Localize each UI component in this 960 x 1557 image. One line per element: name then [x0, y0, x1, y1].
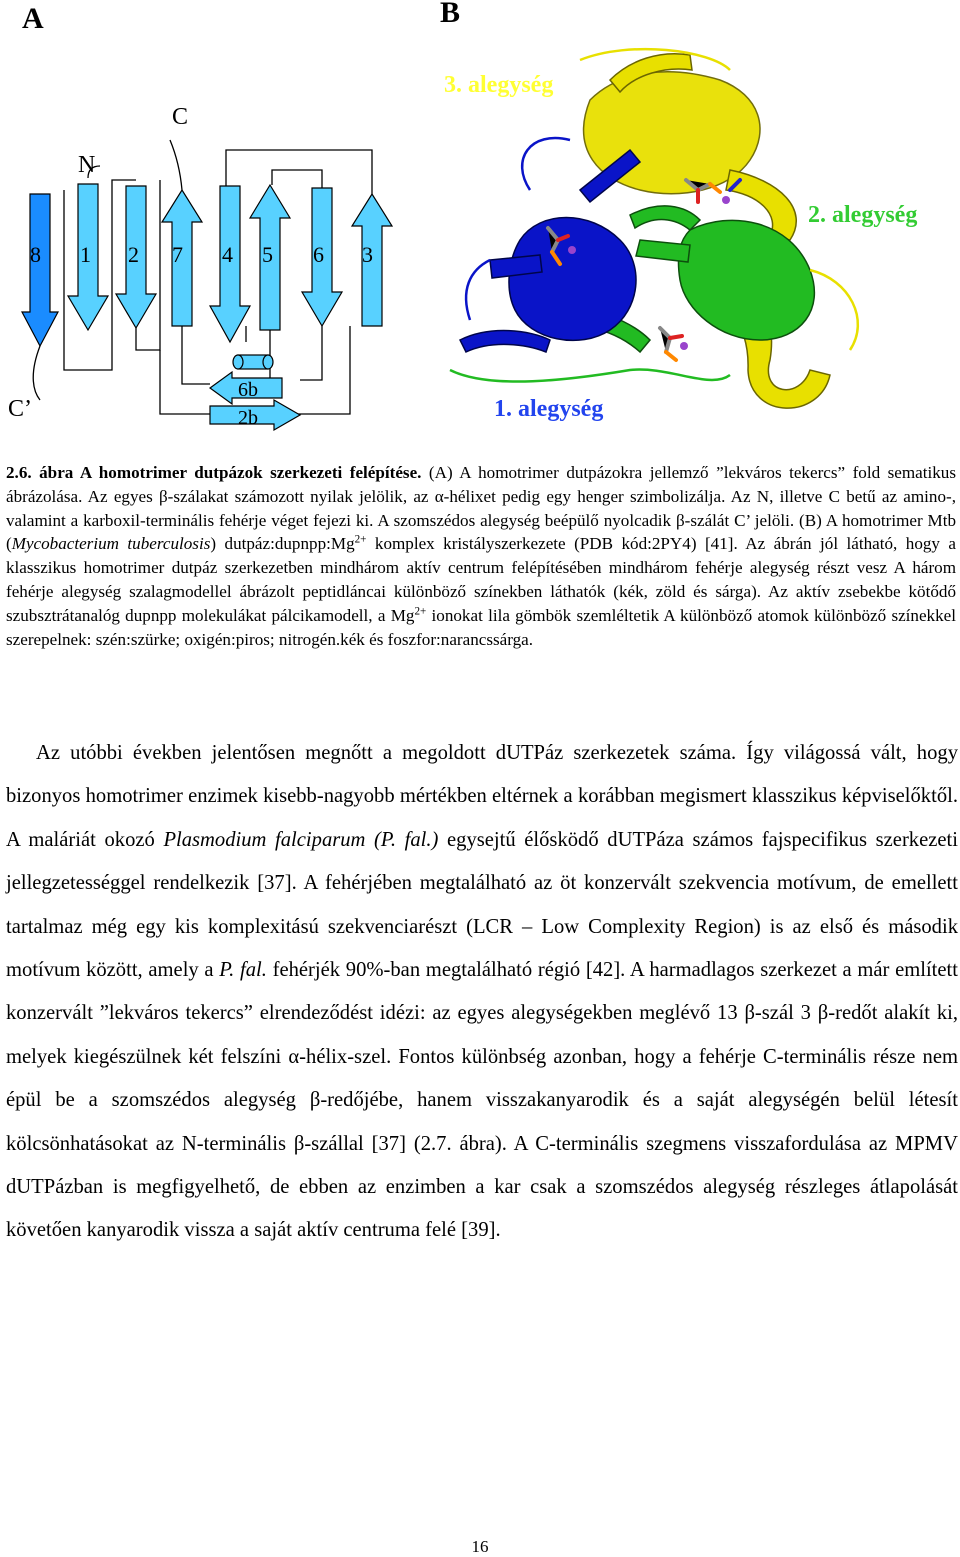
strand-3-label: 3: [362, 242, 373, 267]
strand-8-arrow: [22, 194, 58, 346]
caption-part-2: ) dutpáz:dupnpp:Mg: [210, 534, 355, 554]
caption-mg-charge: 2+: [354, 533, 367, 546]
topology-diagram: [0, 0, 420, 440]
n-terminus-label: N: [78, 152, 96, 178]
figure-caption: [6, 461, 956, 651]
caption-part-4: ionokat lila gömbök szemléltetik A különböző atomok különböző színekkel szerepelnek: szén:szürke; oxigén:piros; nitrogén.kék és foszfor:narancssárga.: [6, 605, 956, 649]
subunit-2-label: 2. alegység: [808, 202, 918, 228]
protein-structure-image: [430, 40, 950, 440]
strand-4-label: 4: [222, 242, 233, 267]
strand-5-label: 5: [262, 242, 273, 267]
c-prime-label: C’: [8, 396, 32, 422]
helix-cylinder: [233, 355, 273, 369]
page-number: 16: [471, 1537, 489, 1556]
body-text-1: Az utóbbi években jelentősen megnőtt a megoldott dUTPáz szerkezetek száma. Így világossá vált, hogy bizonyos homotrimer enzimek kisebb-nagyobb mértékben eltérnek a korábban megismert klasszikus képviselőktől. A maláriát okozó: [6, 742, 958, 851]
panel-a-label: A: [22, 2, 44, 35]
subunit-3-label: 3. alegység: [444, 72, 554, 98]
strand-6-label: 6: [313, 242, 324, 267]
subunit-1-ribbon: [460, 150, 640, 352]
strand-8-label: 8: [30, 242, 41, 267]
body-text-3: fehérjék 90%-ban megtalálható régió [42]. A harmadlagos szerkezet a már említett konzervált ”lekváros tekercs” elrendeződést idézi: az egyes alegységekben meglévő 13 β-szál 3 β-redőt alakít ki, melyek kiegészülnek két felszíni α-hélix-szel. Fontos különbség azonban, hogy a fehérje C-terminális része nem épül be a szomszédos alegység β-redőjébe, hanem visszakanyarodik és a saját alegységén belül létesít kölcsönhatásokat az N-terminális β-szállal [37] (2.7. ábra). A C-terminális szegmens visszafordulása az MPMV dUTPázban is megfigyelhető, de ebben az enzimben a kar csak a szomszédos alegység részleges átlapolását követően kanyarodik vissza a saját aktív centruma felé [39].: [6, 959, 958, 1242]
body-text-2: egysejtű élősködő dUTPáza számos fajspecifikus szerkezeti jellegzetességgel rendelkezik [37]. A fehérjében megtalálható az öt konzervált szekvencia motívum, de emellett tartalmaz még egy kis komplexitású szekvenciarészt (LCR – Low Complexity Region) is az első és második motívum között, amely a: [6, 828, 958, 982]
body-species-short: P. fal.: [219, 959, 267, 982]
strand-2b-label: 2b: [238, 407, 258, 429]
c-terminus-label: C: [172, 104, 189, 130]
body-paragraph: [6, 732, 958, 1253]
subunit-1-label: 1. alegység: [494, 396, 604, 422]
body-species: Plasmodium falciparum (P. fal.): [163, 828, 439, 851]
strand-2-label: 2: [128, 242, 139, 267]
caption-fig-label: 2.6. ábra A homotrimer dutpázok szerkezeti felépítése.: [6, 463, 422, 482]
caption-part-3: komplex kristályszerkezete (PDB kód:2PY4) [41]. Az ábrán jól látható, hogy a klasszikus homotrimer dutpáz szerkezetben mindhárom aktív centrum felépítésében mindhárom fehérje alegység részt vesz A három fehérje alegység szalagmodellel ábrázolt peptidláncai különböző színekben láthatók (kék, zöld és sárga). Az aktív zsebekbe kötődő szubsztrátanalóg dupnpp molekulákat pálcikamodell, a Mg: [6, 534, 957, 625]
caption-part-1: (A) A homotrimer dutpázokra jellemző ”lekváros tekercs” fold sematikus ábrázolása. Az egyes β-szálakat számozott nyilak jelölik, az α-hélixet pedig egy henger szimbolizálja. Az N, illetve C betű az amino-, valamint a karboxil-terminális fehérje véget fejezi ki. A szomszédos alegység beépülő nyolcadik β-szálát C’ jelöli. (B) A homotrimer Mtb (: [6, 463, 956, 554]
caption-mg-charge-2: 2+: [414, 605, 427, 618]
strand-7-label: 7: [172, 242, 183, 267]
strand-6b-label: 6b: [238, 379, 258, 401]
caption-organism: Mycobacterium tuberculosis: [11, 534, 211, 554]
panel-b-label: B: [440, 0, 461, 29]
strand-1-label: 1: [80, 242, 91, 267]
